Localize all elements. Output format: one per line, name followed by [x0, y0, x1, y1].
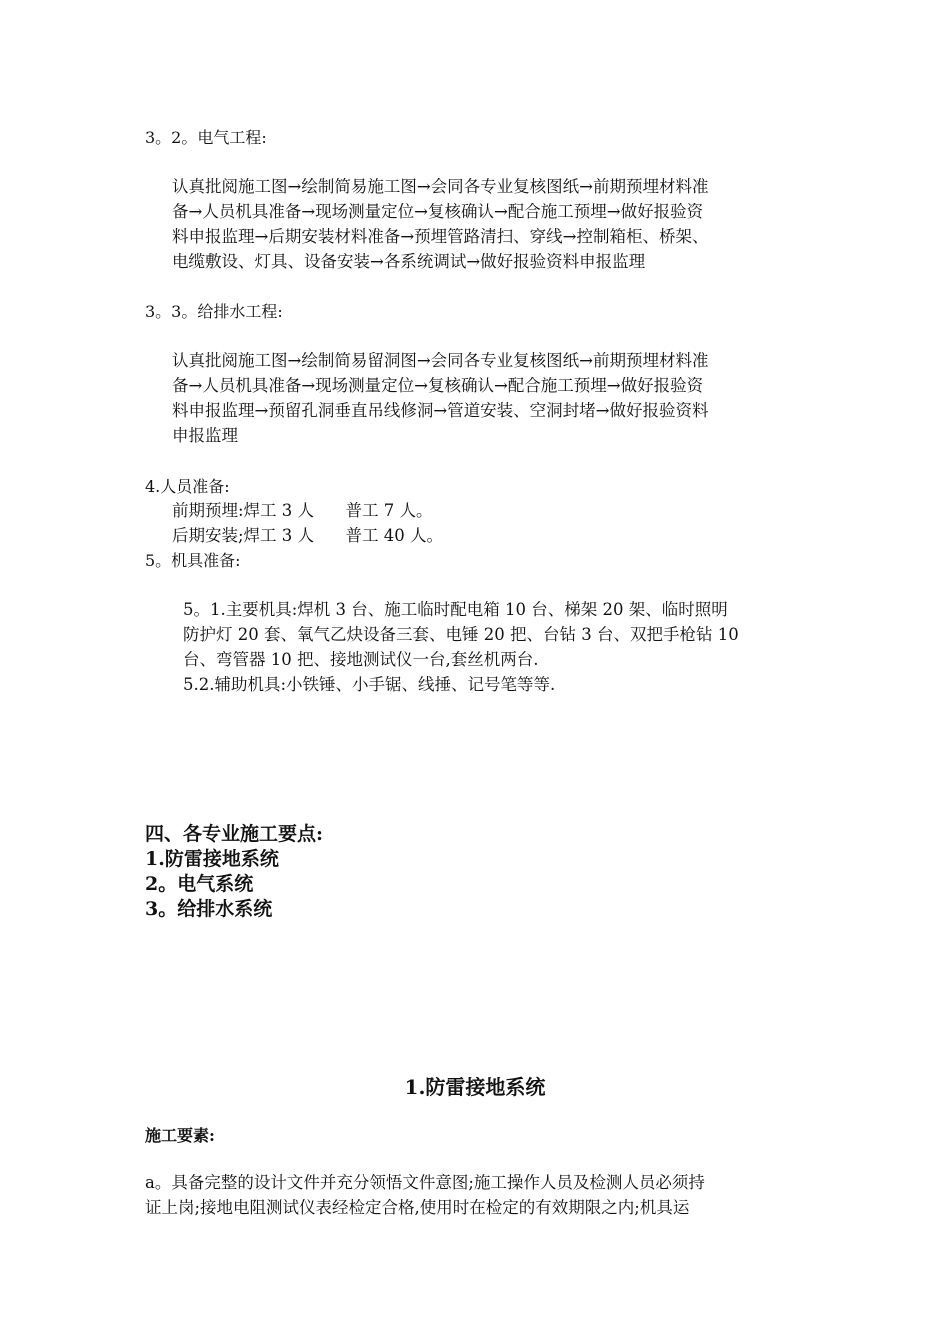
chapter-4-item: 1.防雷接地系统 [145, 848, 279, 870]
text-line: 料申报监理→预留孔洞垂直吊线修洞→管道安装、空洞封堵→做好报验资料 [172, 401, 709, 420]
text-line: 料申报监理→后期安装材料准备→预埋管路清扫、穿线→控制箱柜、桥架、 [172, 227, 709, 246]
section-4-body [172, 498, 443, 548]
section-3-2-heading: 3。2。电气工程: [145, 128, 267, 147]
text-line: a。具备完整的设计文件并充分领悟文件意图;施工操作人员及检测人员必须持 [145, 1173, 705, 1192]
text-line: 电缆敷设、灯具、设备安装→各系统调试→做好报验资料申报监理 [172, 252, 646, 271]
chapter-4-item: 3。给排水系统 [145, 898, 273, 920]
text-line: 5。1.主要机具:焊机 3 台、施工临时配电箱 10 台、梯架 20 架、临时照明 [183, 600, 728, 619]
text-line: 台、弯管器 10 把、接地测试仪一台,套丝机两台. [183, 650, 539, 669]
elements-heading: 施工要素: [145, 1126, 215, 1145]
text-line: 备→人员机具准备→现场测量定位→复核确认→配合施工预埋→做好报验资 [172, 376, 704, 395]
paragraph-a [145, 1170, 705, 1220]
text-line: 申报监理 [172, 426, 238, 445]
text-line: 证上岗;接地电阻测试仪表经检定合格,使用时在检定的有效期限之内;机具运 [145, 1198, 690, 1217]
text-line: 备→人员机具准备→现场测量定位→复核确认→配合施工预埋→做好报验资 [172, 202, 704, 221]
section-3-2-body [172, 174, 708, 274]
section-5-body [183, 597, 739, 697]
section-5-heading: 5。机具准备: [145, 551, 241, 570]
text-line: 前期预埋:焊工 3 人 普工 7 人。 [172, 501, 433, 520]
section-3-3-body [172, 348, 708, 448]
chapter-4-item: 2。电气系统 [145, 873, 254, 895]
text-line: 5.2.辅助机具:小铁锤、小手锯、线捶、记号笔等等. [183, 675, 556, 694]
text-line: 认真批阅施工图→绘制简易留洞图→会同各专业复核图纸→前期预埋材料准 [172, 351, 709, 370]
text-line: 认真批阅施工图→绘制简易施工图→会同各专业复核图纸→前期预埋材料准 [172, 177, 709, 196]
section-4-heading: 4.人员准备: [145, 477, 230, 496]
text-line: 防护灯 20 套、氧气乙炔设备三套、电锤 20 把、台钻 3 台、双把手枪钻 10 [183, 625, 739, 644]
chapter-4-heading: 四、各专业施工要点: [145, 823, 324, 845]
section-title: 1.防雷接地系统 [404, 1075, 546, 1099]
text-line: 后期安装;焊工 3 人 普工 40 人。 [172, 526, 444, 545]
section-3-3-heading: 3。3。给排水工程: [145, 302, 283, 321]
